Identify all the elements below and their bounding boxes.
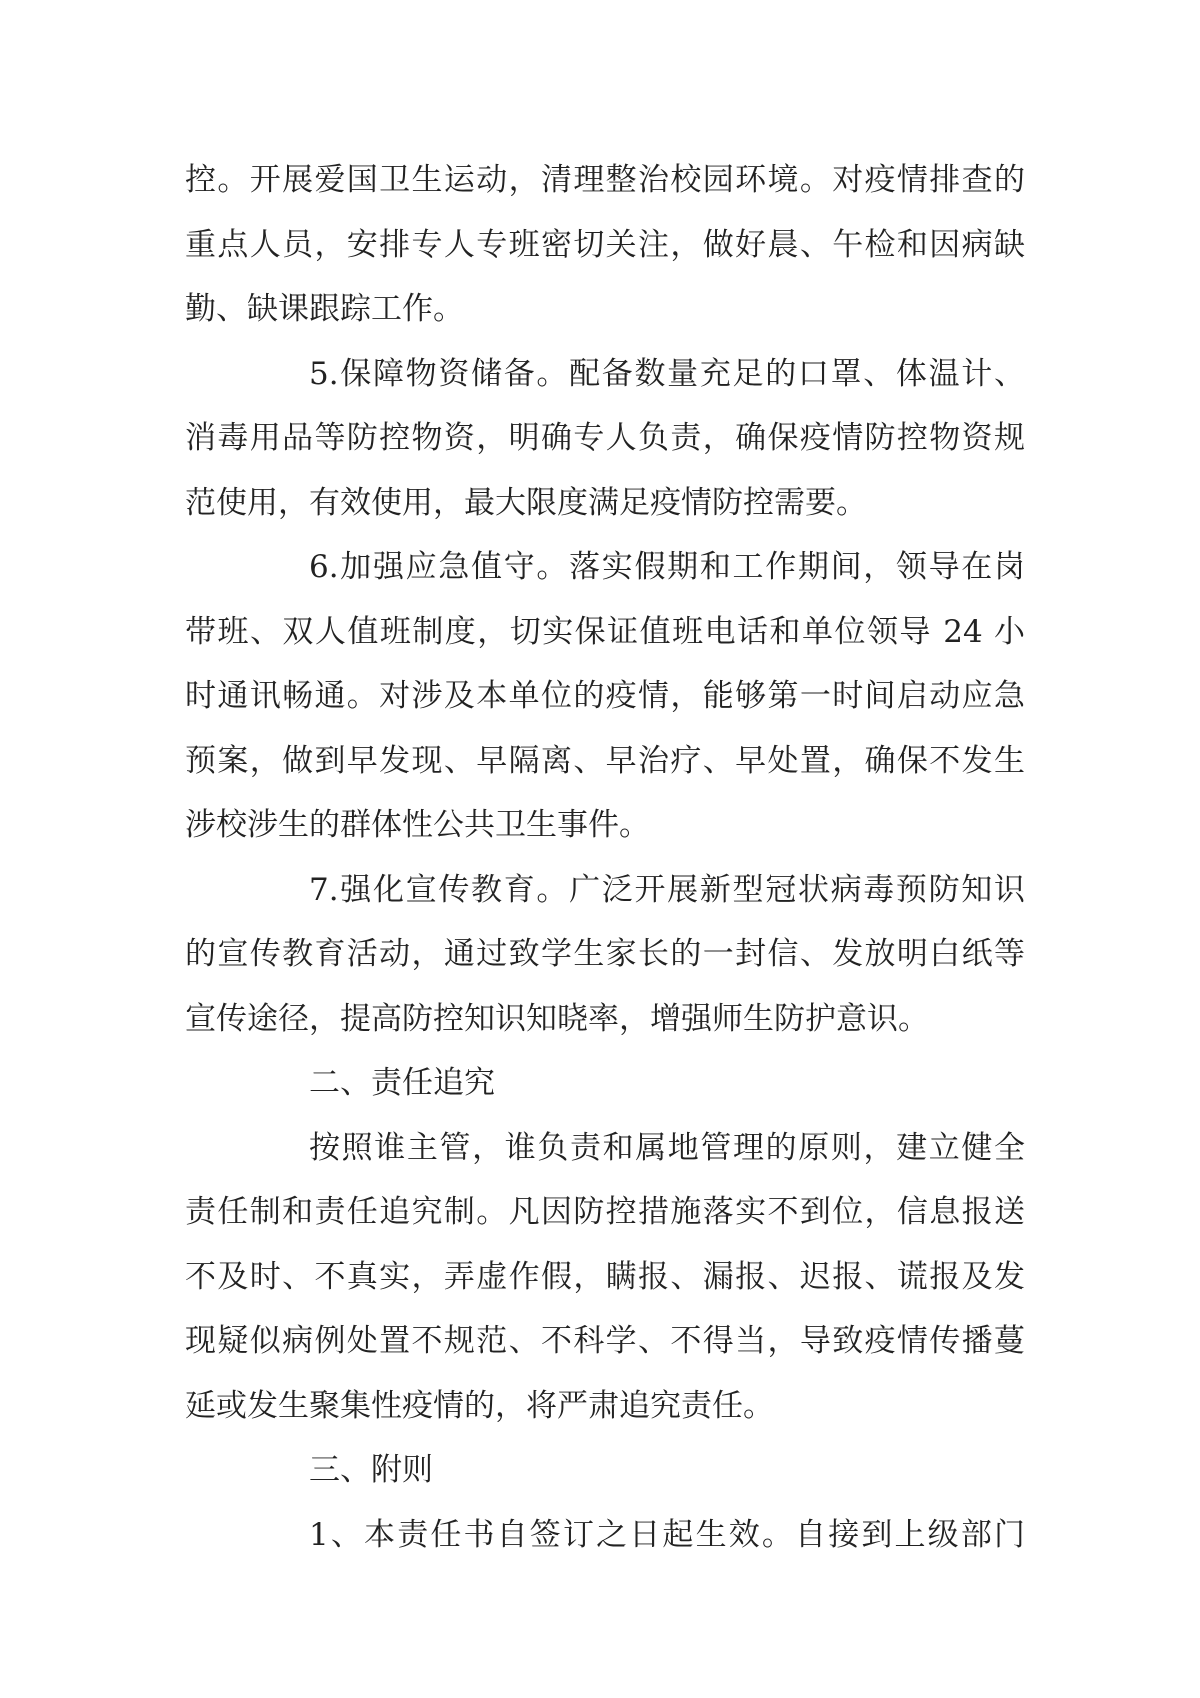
text-line: 不及时、不真实，弄虚作假，瞒报、漏报、迟报、谎报及发 [185, 1258, 1025, 1295]
text-line: 责任制和责任追究制。凡因防控措施落实不到位，信息报送 [185, 1194, 1025, 1230]
section-heading-responsibility [185, 1051, 1025, 1116]
text-line: 涉校涉生的群体性公共卫生事件。 [185, 807, 650, 843]
text-line: 时通讯畅通。对涉及本单位的疫情，能够第一时间启动应急 [185, 678, 1025, 714]
text-line: 的宣传教育活动，通过致学生家长的一封信、发放明白纸等 [185, 936, 1025, 972]
text-line: 1、本责任书自签订之日起生效。自接到上级部门 [309, 1516, 1025, 1553]
text-line: 5.保障物资储备。配备数量充足的口罩、体温计、 [309, 355, 1025, 392]
text-line: 勤、缺课跟踪工作。 [185, 291, 464, 327]
text-line: 预案，做到早发现、早隔离、早治疗、早处置，确保不发生 [185, 742, 1025, 779]
section-heading: 二、责任追究 [309, 1065, 495, 1101]
text-line: 重点人员，安排专人专班密切关注，做好晨、午检和因病缺 [185, 226, 1025, 263]
text-line: 宣传途径，提高防控知识知晓率，增强师生防护意识。 [185, 1000, 929, 1037]
text-line: 6.加强应急值守。落实假期和工作期间，领导在岗 [309, 549, 1025, 585]
paragraph-continuation [185, 148, 1025, 342]
paragraph-item-6 [185, 535, 1025, 858]
text-line: 按照谁主管，谁负责和属地管理的原则，建立健全 [309, 1129, 1025, 1166]
paragraph-responsibility [185, 1116, 1025, 1439]
document-body [185, 148, 1025, 1567]
text-line: 带班、双人值班制度，切实保证值班电话和单位领导 24 小 [185, 613, 1025, 650]
text-line: 范使用，有效使用，最大限度满足疫情防控需要。 [185, 484, 867, 521]
text-line: 控。开展爱国卫生运动，清理整治校园环境。对疫情排查的 [185, 162, 1025, 198]
text-line: 延或发生聚集性疫情的，将严肃追究责任。 [185, 1387, 774, 1424]
section-heading: 三、附则 [309, 1452, 433, 1488]
text-line: 消毒用品等防控物资，明确专人负责，确保疫情防控物资规 [185, 420, 1025, 456]
section-heading-appendix [185, 1438, 1025, 1503]
paragraph-item-7 [185, 858, 1025, 1052]
text-line: 7.强化宣传教育。广泛开展新型冠状病毒预防知识 [309, 871, 1025, 908]
paragraph-appendix-item-1 [185, 1503, 1025, 1568]
paragraph-item-5 [185, 342, 1025, 536]
text-line: 现疑似病例处置不规范、不科学、不得当，导致疫情传播蔓 [185, 1323, 1025, 1359]
